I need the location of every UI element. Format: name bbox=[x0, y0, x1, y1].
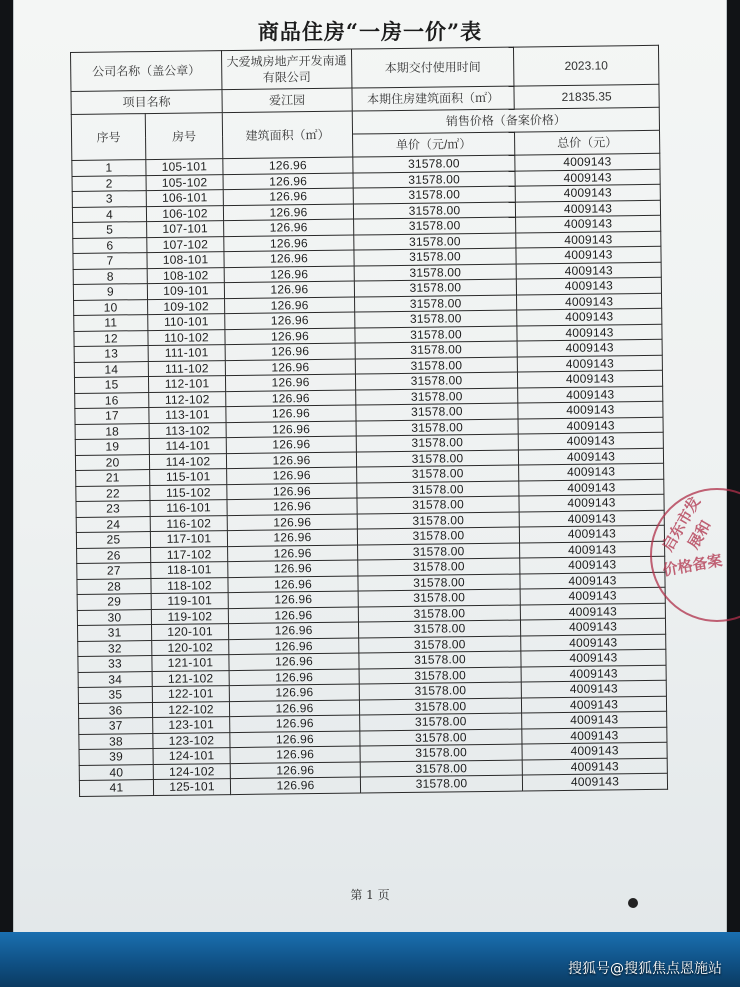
row-unit-price: 31578.00 bbox=[360, 775, 522, 792]
row-room: 112-101 bbox=[148, 376, 225, 392]
row-unit-price: 31578.00 bbox=[359, 682, 521, 699]
row-total-price: 4009143 bbox=[515, 153, 660, 170]
row-room: 108-102 bbox=[147, 267, 224, 283]
row-area: 126.96 bbox=[224, 266, 354, 283]
row-seq: 8 bbox=[73, 268, 147, 284]
row-seq: 9 bbox=[73, 284, 147, 300]
row-unit-price: 31578.00 bbox=[355, 310, 517, 327]
row-area: 126.96 bbox=[225, 374, 355, 391]
row-total-price: 4009143 bbox=[519, 494, 664, 511]
row-total-price: 4009143 bbox=[516, 262, 661, 279]
row-total-price: 4009143 bbox=[521, 696, 666, 713]
price-table-sheet bbox=[70, 45, 667, 797]
row-total-price: 4009143 bbox=[517, 370, 662, 387]
row-room: 124-101 bbox=[153, 748, 230, 764]
row-seq: 28 bbox=[77, 578, 151, 594]
row-seq: 41 bbox=[79, 780, 153, 796]
row-area: 126.96 bbox=[230, 731, 360, 748]
row-seq: 40 bbox=[79, 764, 153, 780]
row-total-price: 4009143 bbox=[517, 308, 662, 325]
row-area: 126.96 bbox=[228, 576, 358, 593]
row-total-price: 4009143 bbox=[520, 603, 665, 620]
row-room: 117-102 bbox=[151, 546, 228, 562]
row-room: 111-101 bbox=[148, 345, 225, 361]
row-total-price: 4009143 bbox=[521, 680, 666, 697]
row-area: 126.96 bbox=[228, 607, 358, 624]
row-unit-price: 31578.00 bbox=[358, 558, 520, 575]
row-room: 124-102 bbox=[153, 763, 230, 779]
row-seq: 18 bbox=[75, 423, 149, 439]
row-unit-price: 31578.00 bbox=[355, 372, 517, 389]
row-room: 122-101 bbox=[152, 686, 229, 702]
row-room: 106-102 bbox=[146, 205, 223, 221]
row-area: 126.96 bbox=[225, 312, 355, 329]
row-unit-price: 31578.00 bbox=[359, 698, 521, 715]
row-seq: 3 bbox=[72, 191, 146, 207]
row-room: 106-101 bbox=[146, 190, 223, 206]
row-area: 126.96 bbox=[226, 452, 356, 469]
row-room: 114-102 bbox=[149, 453, 226, 469]
row-room: 123-101 bbox=[153, 717, 230, 733]
row-room: 125-101 bbox=[153, 779, 230, 795]
row-total-price: 4009143 bbox=[518, 401, 663, 418]
row-total-price: 4009143 bbox=[519, 463, 664, 480]
row-total-price: 4009143 bbox=[516, 246, 661, 263]
row-room: 121-102 bbox=[152, 670, 229, 686]
stamp-text-top: 启东市发展和 bbox=[658, 493, 715, 555]
row-unit-price: 31578.00 bbox=[359, 636, 521, 653]
row-total-price: 4009143 bbox=[516, 215, 661, 232]
row-unit-price: 31578.00 bbox=[358, 574, 520, 591]
row-seq: 1 bbox=[72, 160, 146, 176]
row-total-price: 4009143 bbox=[518, 386, 663, 403]
row-seq: 32 bbox=[78, 640, 152, 656]
row-unit-price: 31578.00 bbox=[360, 760, 522, 777]
row-area: 126.96 bbox=[228, 591, 358, 608]
row-seq: 15 bbox=[74, 377, 148, 393]
row-total-price: 4009143 bbox=[515, 184, 660, 201]
stamp-text-bottom: 价格备案 bbox=[661, 551, 724, 580]
row-seq: 4 bbox=[72, 206, 146, 222]
row-seq: 13 bbox=[74, 346, 148, 362]
row-room: 121-101 bbox=[152, 655, 229, 671]
row-unit-price: 31578.00 bbox=[355, 341, 517, 358]
row-seq: 31 bbox=[78, 625, 152, 641]
row-total-price: 4009143 bbox=[522, 711, 667, 728]
row-room: 118-102 bbox=[151, 577, 228, 593]
row-total-price: 4009143 bbox=[519, 510, 664, 527]
document-title: 商品住房“一房一价”表 bbox=[257, 19, 483, 44]
row-area: 126.96 bbox=[227, 467, 357, 484]
row-room: 122-102 bbox=[152, 701, 229, 717]
area-total-label: 本期住房建筑面积（㎡） bbox=[352, 86, 514, 111]
row-area: 126.96 bbox=[229, 638, 359, 655]
row-room: 112-102 bbox=[149, 391, 226, 407]
area-total-value: 21835.35 bbox=[514, 84, 659, 109]
row-unit-price: 31578.00 bbox=[356, 403, 518, 420]
row-unit-price: 31578.00 bbox=[359, 651, 521, 668]
row-unit-price: 31578.00 bbox=[359, 667, 521, 684]
row-unit-price: 31578.00 bbox=[357, 512, 519, 529]
row-seq: 5 bbox=[73, 222, 147, 238]
row-unit-price: 31578.00 bbox=[353, 186, 515, 203]
row-area: 126.96 bbox=[223, 173, 353, 190]
row-unit-price: 31578.00 bbox=[354, 217, 516, 234]
row-unit-price: 31578.00 bbox=[355, 357, 517, 374]
row-seq: 25 bbox=[76, 532, 150, 548]
row-seq: 39 bbox=[79, 749, 153, 765]
col-room-header: 房号 bbox=[145, 113, 223, 160]
row-seq: 30 bbox=[77, 609, 151, 625]
row-total-price: 4009143 bbox=[519, 525, 664, 542]
row-seq: 19 bbox=[75, 439, 149, 455]
row-total-price: 4009143 bbox=[517, 324, 662, 341]
row-room: 110-101 bbox=[148, 314, 225, 330]
row-unit-price: 31578.00 bbox=[357, 527, 519, 544]
row-seq: 26 bbox=[77, 547, 151, 563]
company-label: 公司名称（盖公章） bbox=[71, 51, 222, 92]
row-room: 111-102 bbox=[148, 360, 225, 376]
row-seq: 2 bbox=[72, 175, 146, 191]
row-area: 126.96 bbox=[229, 669, 359, 686]
row-total-price: 4009143 bbox=[518, 448, 663, 465]
row-area: 126.96 bbox=[229, 622, 359, 639]
price-table bbox=[70, 45, 668, 797]
row-seq: 14 bbox=[74, 361, 148, 377]
delivery-label: 本期交付使用时间 bbox=[352, 47, 514, 88]
row-total-price: 4009143 bbox=[520, 541, 665, 558]
row-total-price: 4009143 bbox=[517, 355, 662, 372]
row-area: 126.96 bbox=[225, 328, 355, 345]
row-area: 126.96 bbox=[227, 514, 357, 531]
row-seq: 34 bbox=[78, 671, 152, 687]
row-seq: 24 bbox=[76, 516, 150, 532]
row-seq: 12 bbox=[74, 330, 148, 346]
row-area: 126.96 bbox=[223, 204, 353, 221]
row-unit-price: 31578.00 bbox=[357, 465, 519, 482]
row-seq: 11 bbox=[74, 315, 148, 331]
row-unit-price: 31578.00 bbox=[353, 171, 515, 188]
row-total-price: 4009143 bbox=[521, 665, 666, 682]
row-room: 109-102 bbox=[148, 298, 225, 314]
row-unit-price: 31578.00 bbox=[354, 264, 516, 281]
row-unit-price: 31578.00 bbox=[358, 543, 520, 560]
row-room: 114-101 bbox=[149, 438, 226, 454]
row-area: 126.96 bbox=[224, 219, 354, 236]
row-room: 105-101 bbox=[146, 159, 223, 175]
row-area: 126.96 bbox=[226, 436, 356, 453]
row-seq: 37 bbox=[79, 718, 153, 734]
row-area: 126.96 bbox=[226, 405, 356, 422]
row-total-price: 4009143 bbox=[518, 417, 663, 434]
row-area: 126.96 bbox=[230, 777, 360, 794]
row-area: 126.96 bbox=[227, 529, 357, 546]
row-seq: 7 bbox=[73, 253, 147, 269]
row-unit-price: 31578.00 bbox=[355, 295, 517, 312]
row-seq: 16 bbox=[75, 392, 149, 408]
row-total-price: 4009143 bbox=[522, 727, 667, 744]
row-unit-price: 31578.00 bbox=[359, 620, 521, 637]
row-total-price: 4009143 bbox=[522, 758, 667, 775]
row-unit-price: 31578.00 bbox=[358, 605, 520, 622]
col-seq-header: 序号 bbox=[71, 114, 146, 161]
col-total-price-header: 总价（元） bbox=[515, 130, 660, 155]
row-area: 126.96 bbox=[223, 188, 353, 205]
row-area: 126.96 bbox=[227, 498, 357, 515]
row-unit-price: 31578.00 bbox=[357, 481, 519, 498]
row-total-price: 4009143 bbox=[522, 773, 667, 790]
row-total-price: 4009143 bbox=[520, 572, 665, 589]
row-room: 117-101 bbox=[150, 531, 227, 547]
price-rows bbox=[72, 153, 668, 796]
row-seq: 36 bbox=[78, 702, 152, 718]
row-total-price: 4009143 bbox=[520, 587, 665, 604]
row-seq: 22 bbox=[76, 485, 150, 501]
row-unit-price: 31578.00 bbox=[357, 496, 519, 513]
page-number: 第 1 页 bbox=[350, 888, 390, 902]
row-total-price: 4009143 bbox=[515, 200, 660, 217]
row-total-price: 4009143 bbox=[516, 277, 661, 294]
row-seq: 10 bbox=[74, 299, 148, 315]
row-seq: 17 bbox=[75, 408, 149, 424]
row-total-price: 4009143 bbox=[518, 432, 663, 449]
col-price-group-header: 销售价格（备案价格） bbox=[352, 107, 659, 134]
row-total-price: 4009143 bbox=[517, 339, 662, 356]
row-room: 120-101 bbox=[152, 624, 229, 640]
row-area: 126.96 bbox=[230, 746, 360, 763]
project-label: 项目名称 bbox=[71, 90, 222, 115]
row-seq: 6 bbox=[73, 237, 147, 253]
row-area: 126.96 bbox=[229, 653, 359, 670]
row-unit-price: 31578.00 bbox=[354, 279, 516, 296]
row-seq: 27 bbox=[77, 563, 151, 579]
row-area: 126.96 bbox=[230, 715, 360, 732]
row-unit-price: 31578.00 bbox=[354, 248, 516, 265]
row-total-price: 4009143 bbox=[519, 479, 664, 496]
row-total-price: 4009143 bbox=[516, 231, 661, 248]
row-room: 105-102 bbox=[146, 174, 223, 190]
row-room: 119-102 bbox=[151, 608, 228, 624]
row-area: 126.96 bbox=[225, 343, 355, 360]
row-unit-price: 31578.00 bbox=[356, 450, 518, 467]
row-unit-price: 31578.00 bbox=[360, 713, 522, 730]
row-unit-price: 31578.00 bbox=[356, 434, 518, 451]
row-area: 126.96 bbox=[224, 281, 354, 298]
row-unit-price: 31578.00 bbox=[358, 589, 520, 606]
row-total-price: 4009143 bbox=[515, 169, 660, 186]
row-area: 126.96 bbox=[227, 483, 357, 500]
row-seq: 35 bbox=[78, 687, 152, 703]
row-room: 108-101 bbox=[147, 252, 224, 268]
row-room: 109-101 bbox=[147, 283, 224, 299]
row-room: 115-101 bbox=[150, 469, 227, 485]
row-area: 126.96 bbox=[225, 297, 355, 314]
row-unit-price: 31578.00 bbox=[360, 729, 522, 746]
row-seq: 29 bbox=[77, 594, 151, 610]
delivery-value: 2023.10 bbox=[513, 45, 658, 86]
row-room: 123-102 bbox=[153, 732, 230, 748]
row-seq: 21 bbox=[76, 470, 150, 486]
watermark-text: 搜狐号@搜狐焦点恩施站 bbox=[568, 961, 722, 977]
row-area: 126.96 bbox=[228, 560, 358, 577]
row-seq: 38 bbox=[79, 733, 153, 749]
row-unit-price: 31578.00 bbox=[356, 388, 518, 405]
col-unit-price-header: 单价（元/㎡） bbox=[353, 132, 515, 157]
row-room: 113-101 bbox=[149, 407, 226, 423]
row-room: 116-102 bbox=[150, 515, 227, 531]
row-room: 107-102 bbox=[147, 236, 224, 252]
row-seq: 33 bbox=[78, 656, 152, 672]
col-area-header: 建筑面积（㎡） bbox=[222, 111, 353, 159]
screen-dot bbox=[628, 898, 638, 908]
row-room: 110-102 bbox=[148, 329, 225, 345]
row-area: 126.96 bbox=[226, 421, 356, 438]
row-unit-price: 31578.00 bbox=[353, 155, 515, 172]
row-total-price: 4009143 bbox=[521, 634, 666, 651]
company-value: 大爱城房地产开发南通有限公司 bbox=[222, 49, 352, 90]
row-area: 126.96 bbox=[224, 250, 354, 267]
row-room: 119-101 bbox=[151, 593, 228, 609]
row-total-price: 4009143 bbox=[520, 618, 665, 635]
row-area: 126.96 bbox=[229, 700, 359, 717]
row-area: 126.96 bbox=[230, 762, 360, 779]
row-seq: 23 bbox=[76, 501, 150, 517]
row-total-price: 4009143 bbox=[522, 742, 667, 759]
row-unit-price: 31578.00 bbox=[355, 326, 517, 343]
row-room: 113-102 bbox=[149, 422, 226, 438]
row-unit-price: 31578.00 bbox=[360, 744, 522, 761]
row-area: 126.96 bbox=[223, 157, 353, 174]
row-room: 120-102 bbox=[152, 639, 229, 655]
row-total-price: 4009143 bbox=[521, 649, 666, 666]
row-room: 107-101 bbox=[147, 221, 224, 237]
row-room: 115-102 bbox=[150, 484, 227, 500]
row-unit-price: 31578.00 bbox=[356, 419, 518, 436]
row-total-price: 4009143 bbox=[520, 556, 665, 573]
row-unit-price: 31578.00 bbox=[354, 233, 516, 250]
row-area: 126.96 bbox=[226, 390, 356, 407]
row-room: 118-101 bbox=[151, 562, 228, 578]
row-area: 126.96 bbox=[224, 235, 354, 252]
row-unit-price: 31578.00 bbox=[353, 202, 515, 219]
row-seq: 20 bbox=[75, 454, 149, 470]
row-room: 116-101 bbox=[150, 500, 227, 516]
row-area: 126.96 bbox=[228, 545, 358, 562]
row-area: 126.96 bbox=[225, 359, 355, 376]
row-total-price: 4009143 bbox=[517, 293, 662, 310]
project-value: 爱江园 bbox=[222, 88, 352, 113]
row-area: 126.96 bbox=[229, 684, 359, 701]
